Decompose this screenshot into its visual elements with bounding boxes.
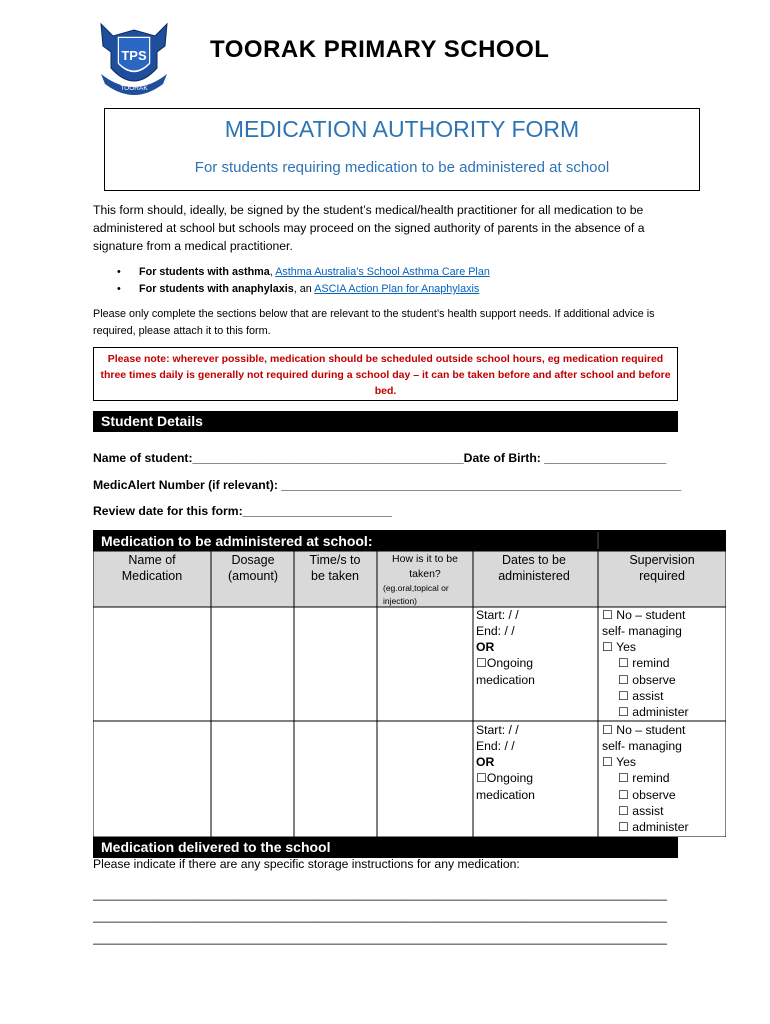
note-text: Please note: wherever possible, medication should be scheduled outside school hours, eg medication required three times daily is generally not required during a school day – it can be taken before and after school and before bed.: [100, 353, 671, 397]
row2-administer-checkbox[interactable]: ☐ administer: [618, 820, 689, 834]
col-header-supervision: Supervision: [629, 553, 695, 567]
row1-yes-checkbox[interactable]: ☐ Yes: [602, 640, 636, 654]
row2-dates: Start: / /: [476, 723, 519, 737]
col-header-how-note: injection): [383, 596, 418, 606]
crest-scroll-text: TOORAK: [120, 85, 148, 92]
col-header-name: Medication: [121, 569, 183, 583]
medication-table-heading: Medication to be administered at school:: [101, 533, 373, 549]
row1-ongoing-checkbox[interactable]: ☐Ongoing: [476, 656, 534, 670]
row2-dates: End: / /: [476, 739, 515, 753]
row1-dates: Start: / /: [476, 608, 519, 622]
row2-supervision: self- managing: [602, 739, 682, 753]
row2-dates: OR: [476, 755, 495, 769]
row2-ongoing-checkbox[interactable]: ☐Ongoing: [476, 771, 534, 785]
row2-yes-checkbox[interactable]: ☐ Yes: [602, 755, 636, 769]
bullet-separator: ,: [269, 266, 276, 278]
row2-no-checkbox[interactable]: ☐ No – student: [602, 723, 686, 737]
row2-assist-checkbox[interactable]: ☐ assist: [618, 804, 664, 818]
form-subtitle: For students requiring medication to be administered at school: [194, 159, 610, 176]
bullet-asthma: [117, 264, 677, 281]
col-header-name: Name of: [128, 553, 176, 567]
medicalert-number-field[interactable]: MedicAlert Number (if relevant): ___________________________________________________________: [93, 478, 682, 492]
row2-dates: medication: [476, 788, 535, 802]
col-header-how: taken?: [409, 568, 441, 580]
row1-supervision: self- managing: [602, 624, 682, 638]
col-header-times: be taken: [311, 569, 359, 583]
school-crest-logo: [95, 16, 173, 98]
col-header-times: Time/s to: [309, 553, 361, 567]
row1-no-checkbox[interactable]: ☐ No – student: [602, 608, 686, 622]
row1-assist-checkbox[interactable]: ☐ assist: [618, 689, 664, 703]
bullet-separator: , an: [293, 283, 315, 295]
bullet-bold: For students with anaphylaxis: [139, 283, 294, 295]
student-details-heading: Student Details: [93, 411, 678, 432]
asthma-care-plan-link[interactable]: Asthma Australia’s School Asthma Care Plan: [275, 266, 490, 278]
row1-dates: medication: [476, 673, 535, 687]
storage-line[interactable]: ______________________________________________________________________________________: [93, 931, 667, 945]
col-header-dosage: (amount): [227, 569, 279, 583]
row1-administer-checkbox[interactable]: ☐ administer: [618, 705, 689, 719]
col-header-how: How is it to be: [392, 553, 458, 565]
row2-observe-checkbox[interactable]: ☐ observe: [618, 788, 676, 802]
bullet-dot: •: [117, 283, 121, 295]
complete-sections-paragraph: Please only complete the sections below that are relevant to the student’s health support needs. If additional advice is required, please attach it to this form.: [93, 308, 655, 337]
row1-observe-checkbox[interactable]: ☐ observe: [618, 673, 676, 687]
row1-dates: OR: [476, 640, 495, 654]
crest-letters: TPS: [121, 48, 147, 63]
storage-line[interactable]: ______________________________________________________________________________________: [93, 909, 667, 923]
row1-remind-checkbox[interactable]: ☐ remind: [618, 656, 670, 670]
school-name: TOORAK PRIMARY SCHOOL: [210, 36, 550, 63]
intro-paragraph: This form should, ideally, be signed by the student’s medical/health practitioner for all medication to be administered at school but schools may proceed on the signed authority of parents in the absence of a signature from a medical practitioner.: [93, 203, 645, 253]
bullet-dot: •: [117, 266, 121, 278]
storage-instructions-prompt: Please indicate if there are any specific storage instructions for any medication:: [93, 857, 520, 871]
medication-table: [93, 530, 726, 837]
anaphylaxis-action-plan-link[interactable]: ASCIA Action Plan for Anaphylaxis: [314, 283, 480, 295]
col-header-dates: Dates to be: [502, 553, 566, 567]
student-name-dob-field[interactable]: Name of student:________________________________________Date of Birth: __________________: [93, 451, 667, 465]
medication-delivered-heading: Medication delivered to the school: [93, 837, 678, 858]
col-header-supervision: required: [639, 569, 685, 583]
row2-remind-checkbox[interactable]: ☐ remind: [618, 771, 670, 785]
review-date-field[interactable]: Review date for this form:______________________: [93, 504, 392, 518]
row1-dates: End: / /: [476, 624, 515, 638]
form-title: MEDICATION AUTHORITY FORM: [224, 116, 580, 142]
col-header-dosage: Dosage: [231, 553, 275, 567]
col-header-dates: administered: [498, 569, 570, 583]
storage-line[interactable]: ______________________________________________________________________________________: [93, 887, 667, 901]
bullet-bold: For students with asthma: [139, 266, 270, 278]
col-header-how-note: (eg.oral,topical or: [383, 583, 449, 593]
bullet-anaphylaxis: [117, 281, 677, 298]
